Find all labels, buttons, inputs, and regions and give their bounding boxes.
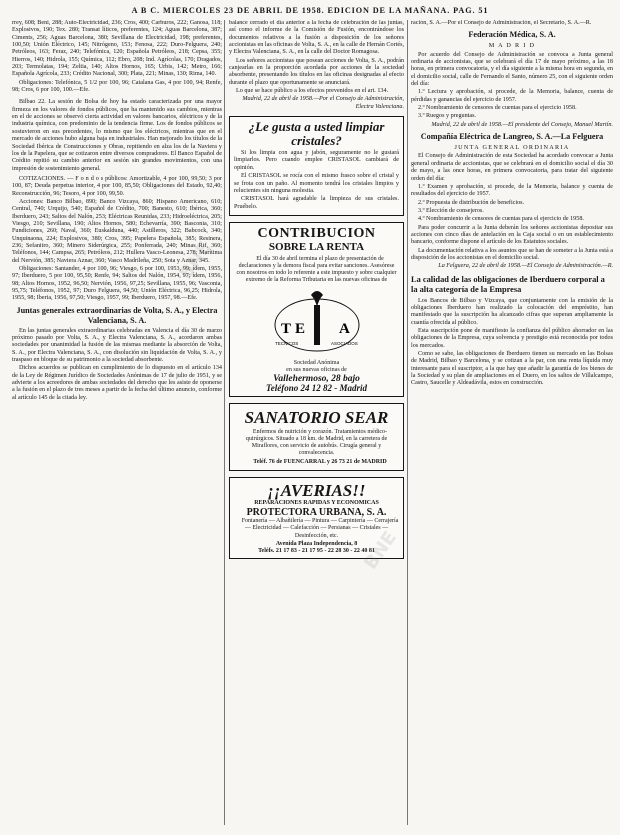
column-left [12, 20, 222, 830]
article-paragraph: ración, S. A.—Por el Consejo de Administración, el Secretario, S. A.—R. [411, 20, 592, 26]
ad-address: Vallehermoso, 28 bajo [273, 374, 360, 385]
logo-letter-t: T [280, 321, 291, 338]
company-type: Sociedad Anónima [293, 360, 340, 367]
article-paragraph: 1.º Examen y aprobación, si procede, de la Memoria, balance y cuenta de resultados del ejercicio de 1957. [411, 183, 613, 198]
stock-paragraph: Obligaciones: Telefónica, 5 1/2 por 100, 96; Catalana Gas, 4 por 100, 94; Renfe, 98; Cros, 6 por 100, 100.—Efe. [12, 79, 222, 94]
article-paragraph: Esta suscripción pone de manifiesto la confianza del público ahorrador en las obligaciones de la Empresa, cuya solvencia y prestigio está reconocida por todos los mercados. [411, 328, 613, 349]
ad-company: PROTECTORA URBANA, S. A. [246, 507, 387, 519]
ad-subtitle: SOBRE LA RENTA [268, 240, 365, 253]
column-rule [224, 20, 225, 825]
ad-text: Fontanería — Albañilería — Pintura — Carpintería — Cerrajería — Electricidad — Calefacción — Persianas — Cristales — Desinfección, etc. [241, 518, 399, 539]
stock-paragraph: Obligaciones: Santander, 4 por 100, 96; Viesgo, 6 por 100, 1953, 99; ídem, 1955, 97; Iberduero, 5 por 100, 95,50; Renfe, 94; Saltos del Nalón, 1954, 97; ídem, 1956, 98; Altos Hornos, 1952, 96,50; Nervión, 1956, 97,25; Sevillana, 1955, 96; Vasconia, 95,75; Teléfonos, 1952, 97; Duro Felguera, 94,50; Unión Eléctrica, 96,25; Hidrola, 1955, 98; Iberia, 1956, 97,50; Viesgo, 1957, 99; Iberduero, 1957, 98.—Efe. [12, 266, 222, 302]
ad-contribucion [229, 222, 404, 397]
article-paragraph: 3.º Ruegos y preguntas. [418, 113, 477, 120]
ad-title: SANATORIO SEAR [244, 407, 389, 427]
ad-service: REPARACIONES RAPIDAS Y ECONOMICAS [254, 500, 379, 507]
stock-paragraph: Acciones: Banco Bilbao, 890; Banco Vizcaya, 860; Hispano Americano, 610; Central, 740; Urquijo, 540; Español de Crédito, 700; Banesto, 610; Ibérica, 360; Iberduero, 243; Saltos del Nalón, 253; Eléctricas Reunidas, 233; Hidroeléctrica, 205; Viesgo, 210; Sevillana, 190; Altos Hornos, 580; Echevarría, 390; Basconia, 310; Fundiciones, 260; Naval, 360; Euskalduna, 440; Astilleros, 322; Babcock, 340; Unquinaona, 224; Explosivos, 380; Cros, 395; Papelera Española, 385; Resinera, 236; Sefanitro, 360; Minero Siderúrgica, 255; Ponferrada, 240; Minas Rif, 360; Teléfonos, 144; Campsa, 265; Petróleos, 212; Hullera Vasco-Leonesa, 278; Marítima del Nervión, 385; Naviera Aznar, 360; Vasco Madrileña, 250; Sota y Aznar, 345. [12, 198, 222, 264]
ad-text: CRISTASOL hará agradable la limpieza de sus cristales. Pruébelo. [234, 196, 399, 210]
article-paragraph: balance cerrado el día anterior a la fecha de celebración de las juntas, así como el informe de la Comisión de Fusión, encontrándose los documentos relativos a la fusión a disposición de los señores accionistas en las oficinas de Volta, S. A., en la calle de Hernán Cortés, y Electra Valenciana, S. A., en la calle del Doctor Romagosa. [229, 20, 404, 56]
article-title: Federación Médica, S. A. [468, 30, 556, 40]
column-middle [229, 20, 404, 830]
article-paragraph: El Consejo de Administración de esta Sociedad ha acordado convocar a Junta general ordinaria de accionistas, que se celebrará en el domicilio social el día 30 de mayo, a las once horas, en primera convocatoria, para tratar del siguiente orden del día: [411, 153, 613, 182]
logo-letter-a: A [338, 321, 350, 338]
ad-title: CONTRIBUCION [257, 225, 376, 241]
logo-small-right: ASOCIADOS [330, 341, 358, 347]
article-paragraph: 2.º Nombramiento de censores de cuentas para el ejercicio 1958. [418, 105, 577, 112]
article-paragraph: La documentación relativa a los asuntos que se han de someter a la Junta está a disposición de los accionistas en el domicilio social. [411, 247, 613, 261]
article-paragraph: Como se sabe, las obligaciones de Iberduero tienen su mercado en las Bolsas de Madrid, Bilbao y Barcelona, y se cotizan a la par, con una renta líquida muy interesante para el suscriptor, a la que hay que añadir la garantía de los bienes de la Sociedad y su plan de ampliaciones en el Duero, en los saltos de Villalcampo, Castro, Saucelle y Aldeadávila, estos en construcción. [411, 351, 613, 387]
article-paragraph: Los Bancos de Bilbao y Vizcaya, que conjuntamente con la emisión de la obligaciones Iberduero han realizado la colocación del empréstito, han manifestado que la suscripción ha alcanzado cifras que superan ampliamente la cuantía ofrecida al público. [411, 297, 613, 326]
column-rule [407, 20, 408, 825]
city-line: M A D R I D [488, 42, 536, 50]
ad-phones: Teléfs. 21 17 83 - 21 17 95 - 22 28 30 - 22 40 81 [258, 547, 375, 554]
article-paragraph: 3.º Elección de consejeros. [418, 207, 484, 214]
section-subtitle: JUNTA GENERAL ORDINARIA [454, 144, 570, 152]
tea-logo [234, 287, 399, 357]
column-right [411, 20, 613, 830]
signature: La Felguera, 22 de abril de 1958.—El Consejo de Administración.—R. [438, 263, 613, 270]
ad-address: Avenida Plaza Independencia, 8 [275, 540, 358, 547]
logo-small-left: TECNICOS [274, 341, 298, 347]
article-paragraph: Dichos acuerdos se publican en cumplimiento de lo dispuesto en el artículo 134 de la Ley de Régimen Jurídico de Sociedades Anónimas de 17 de julio de 1951, y se advierte a los acreedores de ambas sociedades del derecho que les asiste de oponerse a la fusión en el plazo de tres meses a partir de la fecha del último anuncio, conforme al artículo 145 de la citada ley. [12, 365, 222, 401]
article-paragraph: Los señores accionistas que posean acciones de Volta, S. A., podrán canjearlas en la proporción acordada por acciones de la sociedad absorbente, presentando los títulos en las oficinas designadas al efecto durante el plazo que oportunamente se anunciará. [229, 57, 404, 86]
watermark: BNE [175, 237, 216, 284]
article-paragraph: En las juntas generales extraordinarias celebradas en Valencia el día 30 de marzo próximo pasado por Volta, S. A., y Electra Valenciana, S. A., acordaron ambas sociedades por unanimidad la fusión de las mismas mediante la absorción de Volta, S. A., por Electra Valenciana, S. A., con disolución sin liquidación de Volta, S. A., y traspaso en bloque de su patrimonio a la sociedad absorbente. [12, 327, 222, 364]
stock-paragraph: rrey, 608; Beni, 288; Auto-Electricidad, 236; Cros, 400; Carburos, 222; Ganosa, 118; Explosivos, 190; Tex. 280; Transat líticos, preferentes, 124; Aguas Barcelona, 387; Ciments, 256; Aguas Barcelona, 380; Sevillana de Electricidad, 198; preferentes, 100,50; Unión Eléctrico, 145; Nitrógeno, 153; Fenosa, 222; Duro-Felguera, 240; Petróleos, 163; Feraz, 240; Telefónica, 120; Española Petróleos, 218; Cepsa, 355; Hierros, 140; Hidrola, 155; Química, 112; Ebro, 208; Ind. Agrícolas, 170; Dragados, 203; Termolatas, 194; Zeltia, 140; Altos Hornos, 165; Urbis, 142; Metro, 166; Española Agrícola, 233; Crédito Nacional, 300; Plata, 221; Minas, 130; Rima, 140. [12, 20, 222, 78]
page-header: A B C. MIERCOLES 23 DE ABRIL DE 1958. EDICION DE LA MAÑANA. PAG. 51 [131, 6, 489, 15]
ad-text: Si los limpia con agua y jabón, seguramente no le gustará limpiarlos. Pero cuando emplee CRISTASOL cambiará de opinión. [234, 150, 399, 171]
article-paragraph: 4.º Nombramiento de censores de cuentas para el ejercicio de 1958. [418, 216, 584, 223]
article-title: Juntas generales extraordinarias de Volta, S. A., y Electra Valenciana, S. A. [16, 305, 218, 325]
ad-phone: Teléfono 24 12 82 - Madrid [266, 383, 367, 394]
signature: Madrid, 22 de abril de 1958.—Por el Consejo de Administración, Electra Valenciana. [242, 96, 404, 110]
article-title: La calidad de las obligaciones de Iberduero corporal a la alta categoría de la Empresa [411, 274, 605, 295]
ad-text: El CRISTASOL se rocía con el mismo frasco sobre el cristal y se frota con un paño. Al momento tendrá los cristales limpios y relucientes sin ninguna molestia. [234, 173, 399, 194]
article-paragraph: 1.º Lectura y aprobación, si procede, de la Memoria, balance, cuenta de pérdidas y ganancias del ejercicio de 1957. [411, 89, 613, 103]
article-paragraph: Lo que se hace público a los efectos prevenidos en el art. 134. [236, 88, 389, 95]
ad-text: Enfermos de nutrición y corazón. Tratamientos médico-quirúrgicos. Situado a 18 km. de Madrid, en la carretera de Miraflores, con servicio de autobús. Cirugía general y convalecencia. [245, 428, 388, 457]
ad-cristasol [229, 116, 404, 216]
ad-averias [229, 477, 404, 559]
ad-title: ¿Le gusta a usted limpiar cristales? [248, 119, 385, 148]
article-paragraph: Por acuerdo del Consejo de Administración se convoca a Junta general ordinaria de accionistas, que se celebrará el día 17 de mayo próximo, a las 18 horas, en primera convocatoria, y el día siguiente a la misma hora en segunda, en el domicilio social, calle de Fernando el Santo, número 25, con el siguiente orden del día: [411, 51, 613, 88]
offices-text: en sus nuevas oficinas de [286, 367, 347, 374]
signature: Madrid, 22 de abril de 1958.—El presidente del Consejo, Manuel Martín. [431, 121, 613, 128]
bilbao-report: Bilbao 22. La sesión de Bolsa de hoy ha estado caracterizada por una mayor firmeza en los valores de fondos públicos, que ha mantenido sus cambios, mientras en el de acciones se observó cierta actividad en valores bancarios, eléctricos y de la industria química, con predominio de la tendencia firme. Los de fondos públicos se sostuvieron en sus precedentes, lo mismo que los eléctricos, mientras que en el mercado de acciones hubo alguna baja en industriales. Han mejorado los títulos de la Sociedad Ibérica de Construcciones y Obras, repitiendo en alza los de la Naviera y los de la Papelera, que se cotizaron entre diversos compradores. El Banco Español de Crédito repitió su cambio anterior en sesión sin grandes movimientos, con una impresión de sostenimiento general. [12, 99, 222, 172]
article-title: Compañía Eléctrica de Langreo, S. A.—La Felguera [420, 132, 604, 142]
ad-title: ¡¡AVERIAS!! [267, 481, 366, 501]
article-paragraph: Para poder concurrir a la Junta deberán los señores accionistas depositar sus acciones con cinco días de antelación en la Caja social o en un establecimiento bancario, conforme dispone el artículo de los Estatutos sociales. [411, 224, 613, 246]
torch-icon [251, 287, 383, 357]
ad-text: El día 30 de abril termina el plazo de presentación de declaraciones y la demora fiscal para evitar sanciones. Asesórese con nosotros en todo lo referente a este impuesto y sobre cualquier extremo de la Reforma Tributaria en las nuevas oficinas de [236, 255, 397, 284]
article-paragraph: 2.º Propuesta de distribución de beneficios. [418, 199, 525, 206]
logo-letter-e: E [294, 321, 305, 338]
quotes-intro: COTIZACIONES. — F o n d o s públicos: Amortizable, 4 por 100, 99,50; 3 por 100, 87; Deuda perpetua interior, 4 por 100, 85,50; Obligaciones del Estado, 92,40; Reconstrucción, 96; Tesoro, 4 por 100, 99,50. [12, 175, 222, 197]
ad-phone: Teléf. 76 de FUENCARRAL y 26 73 21 de MADRID [253, 459, 387, 466]
ad-sanatorio [229, 403, 404, 471]
